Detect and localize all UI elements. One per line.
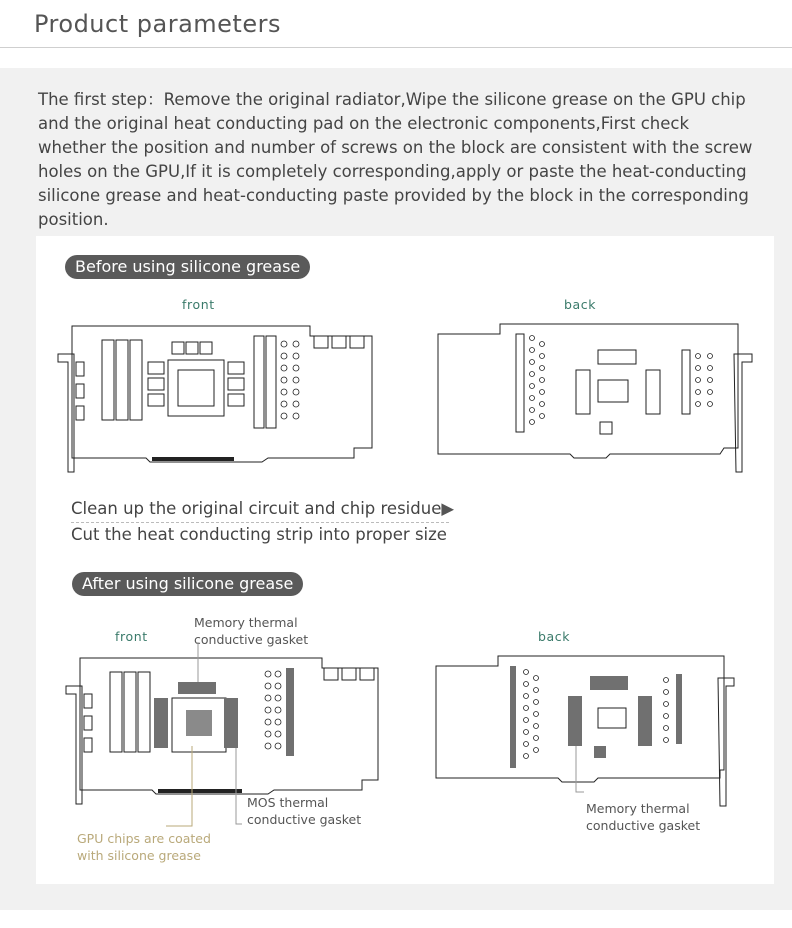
before-front-board-diagram	[54, 322, 384, 474]
content-panel	[0, 68, 792, 910]
mos-callout	[247, 794, 361, 828]
after-front-label: front	[115, 629, 148, 644]
after-section-title: After using silicone grease	[72, 572, 303, 596]
memory-front-line2: conductive gasket	[194, 632, 309, 647]
before-front-label: front	[182, 297, 215, 312]
play-arrow-icon: ▶	[441, 499, 455, 518]
memory-back-line2: conductive gasket	[586, 818, 701, 833]
before-back-board-diagram	[434, 322, 764, 474]
step-divider	[71, 522, 449, 523]
memory-front-line1: Memory thermal	[194, 615, 298, 630]
mos-line2: conductive gasket	[247, 812, 362, 827]
step-cut-text: Cut the heat conducting strip into proper size	[71, 525, 447, 544]
header-divider	[0, 47, 792, 48]
gpu-line1: GPU chips are coated	[77, 831, 211, 846]
page-header	[0, 0, 792, 48]
memory-back-line1: Memory thermal	[586, 801, 690, 816]
intro-paragraph: The first step：Remove the original radiator,Wipe the silicone grease on the GPU chip and the original heat conducting pad on the electronic components,First check whether the position and number of screws on the block are consistent with the screw holes on the GPU,If it is completely corresponding,apply or paste the heat-conducting silicone grease and heat-conducting paste provided by the block in the corresponding position.	[38, 90, 753, 229]
mos-line1: MOS thermal	[247, 795, 329, 810]
before-section-title: Before using silicone grease	[65, 255, 310, 279]
after-back-label: back	[538, 629, 571, 644]
after-back-board-diagram	[434, 650, 764, 812]
before-back-label: back	[564, 297, 597, 312]
after-front-board-diagram	[62, 654, 398, 806]
step-clean-label: Clean up the original circuit and chip residue	[71, 499, 442, 518]
step-clean-text	[71, 499, 454, 518]
gpu-line2: with silicone grease	[77, 848, 201, 863]
memory-front-callout	[194, 614, 308, 648]
page-title: Product parameters	[34, 10, 281, 38]
memory-back-callout	[586, 800, 700, 834]
gpu-grease-callout	[77, 830, 211, 864]
diagram-card	[36, 236, 774, 884]
